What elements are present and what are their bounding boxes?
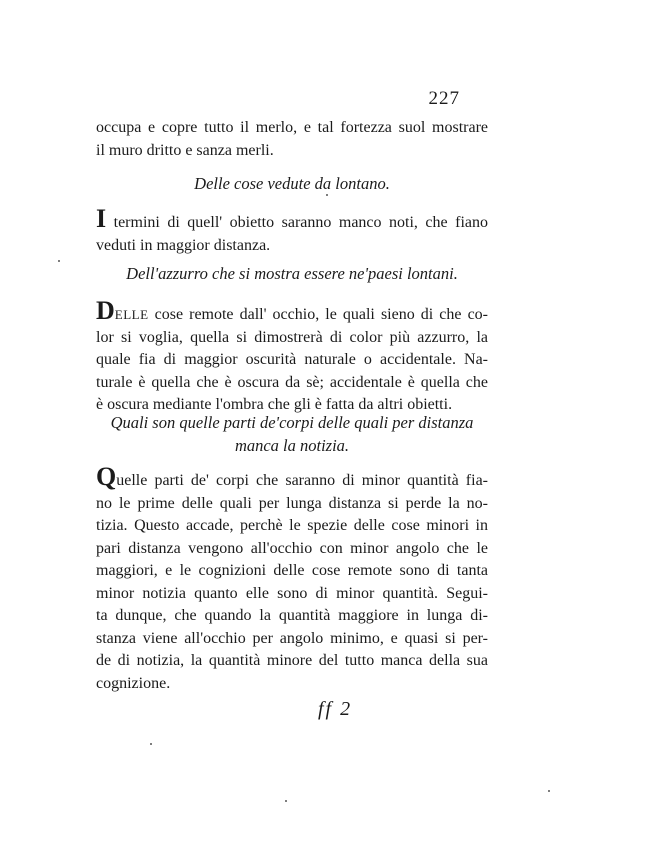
section-heading: Delle cose vedute da lontano. (194, 174, 390, 193)
heading-line: Quali son quelle parti de'corpi delle quali per distanza (110, 413, 474, 432)
drop-cap: Q (96, 462, 117, 491)
text-line: de di notizia, la quantità minore del tutto manca della sua (96, 652, 488, 669)
text-line: turale è quella che è oscura da sè; accidentale è quella che (96, 373, 488, 391)
text-line: cognizione. (96, 674, 171, 692)
text-line: no le prime delle quali per lunga distanza si perde la no- (96, 494, 488, 512)
text-line: lor si voglia, quella si dimostrerà di color più azzurro, la (96, 328, 488, 346)
text-line-rest: cose remote dall' occhio, le quali sieno di che co- (148, 306, 488, 323)
scan-speck (58, 260, 60, 262)
scan-speck (548, 790, 550, 792)
text-line: stanza viene all'occhio per angolo minimo, e quasi si per- (96, 629, 488, 647)
section-paragraph (96, 464, 488, 695)
text-line: maggiori, e le cognizioni delle cose remote sono di tanta (96, 562, 488, 579)
text-line: occupa e copre tutto il merlo, e tal fortezza suol mostrare (96, 119, 488, 136)
heading-line: manca la notizia. (234, 435, 350, 455)
drop-cap: D (96, 296, 115, 325)
text-line (96, 206, 488, 235)
text-line: pari distanza vengono all'occhio con minor angolo che le (96, 539, 488, 557)
page-number: 227 (428, 88, 460, 109)
text-line: è oscura mediante l'ombra che gli è fatta da altri obietti. (96, 396, 453, 413)
text-line: ta dunque, che quando la quantità maggiore in lunga di- (96, 607, 488, 624)
text-line: tizia. Questo accade, perchè le spezie delle cose minori in (96, 517, 488, 534)
scan-speck (326, 194, 328, 196)
text-line: veduti in maggior distanza. (96, 236, 271, 254)
section-heading: Dell'azzurro che si mostra essere ne'paesi lontani. (126, 264, 458, 283)
signature-mark: ff 2 (318, 698, 353, 720)
drop-cap: I (96, 204, 107, 233)
text-line-rest: uelle parti de' corpi che saranno di minor quantità fia- (116, 472, 488, 489)
scan-speck (285, 800, 287, 802)
text-line: il muro dritto e sanza merli. (96, 141, 274, 159)
intro-paragraph (96, 117, 488, 162)
section-heading (96, 412, 488, 457)
small-caps: ELLE (114, 307, 149, 322)
text-line (96, 464, 488, 493)
scan-speck (150, 743, 152, 745)
text-line: minor notizia quanto elle sono di minor quantità. Segui- (96, 584, 488, 602)
section-paragraph (96, 206, 488, 257)
section-paragraph (96, 298, 488, 417)
text-line-rest: termini di quell' obietto saranno manco noti, che fiano (106, 214, 488, 231)
text-line (96, 298, 488, 327)
text-line: quale fia di maggior oscurità naturale o accidentale. Na- (96, 351, 488, 368)
